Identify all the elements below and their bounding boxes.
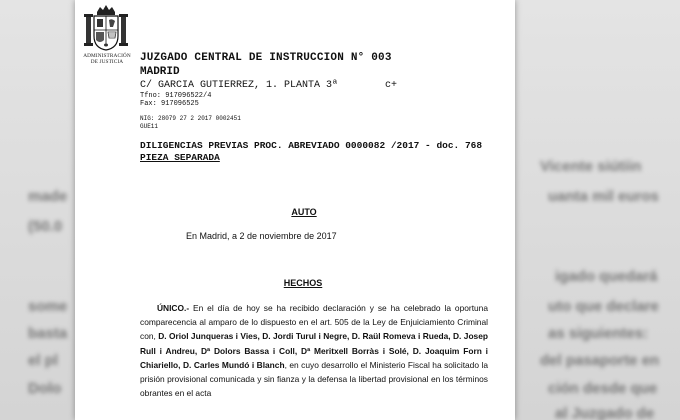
- court-name: JUZGADO CENTRAL DE INSTRUCCION N° 003: [140, 52, 392, 64]
- court-document-page: [75, 0, 515, 420]
- procedure-reference: DILIGENCIAS PREVIAS PROC. ABREVIADO 0000082 /2017 - doc. 768: [140, 140, 483, 151]
- background-text: del pasaporte en: [540, 352, 660, 369]
- document-title: AUTO: [291, 207, 317, 217]
- seal-caption: ADMINISTRACIÓN DE JUSTICIA: [83, 53, 131, 65]
- section-heading: HECHOS: [283, 278, 323, 288]
- paragraph-text-continued: , en cuyo desarrollo el Ministerio Fiscal ha solicitado la prisión provisional comunicada y sin fianza y la defensa la libertad provisional en los términos obrantes en el acta: [140, 359, 488, 399]
- background-text: as siguientes:: [548, 325, 649, 342]
- background-text: ción desde que: [548, 380, 658, 397]
- background-text: (50.0: [28, 218, 63, 235]
- background-text: Vicente siútiin: [540, 158, 642, 175]
- background-text: Dolo: [28, 380, 62, 397]
- background-text: made: [28, 188, 68, 205]
- court-city: MADRID: [140, 66, 180, 78]
- gub-code: GUE11: [140, 123, 159, 130]
- paragraph-lead: ÚNICO.-: [157, 303, 190, 313]
- background-text: el pl: [28, 352, 59, 369]
- phone-number: Tfno: 917096522/4: [140, 92, 212, 100]
- paragraph-text: En el día de hoy se ha recibido declaración y se ha celebrado la oportuna comparecencia al amparo de lo dispuesto en el art. 505 de la Ley de Enjuiciamiento Criminal con,: [140, 303, 488, 342]
- background-text: uanta mil euros: [548, 188, 659, 205]
- separate-piece-label: PIEZA SEPARADA: [140, 152, 220, 163]
- court-address: C/ GARCIA GUTIERREZ, 1. PLANTA 3ª: [140, 80, 339, 91]
- fax-number: Fax: 917096525: [140, 100, 199, 108]
- address-annotation: c+: [385, 80, 398, 91]
- background-text: igado quedará: [555, 268, 658, 285]
- nig-number: NIG: 28079 27 2 2017 0002451: [140, 115, 241, 122]
- document-date: En Madrid, a 2 de noviembre de 2017: [186, 231, 337, 241]
- defendant-names: D. Oriol Junqueras i Vies, D. Jordi Turul i Negre, D. Raül Romeva i Rueda, D. Josep Rull i Andreu, Dª Dolors Bassa i Coll, Dª Meritxell Borràs i Solé, D. Joaquim Forn i Chiariello, D. Carles Mundó i Blanch: [140, 331, 488, 370]
- background-text: uto que declare: [548, 298, 659, 315]
- background-text: basta: [28, 325, 68, 342]
- facts-paragraph: [140, 301, 488, 400]
- spanish-coat-of-arms-icon: [83, 4, 129, 52]
- background-text: some: [28, 298, 68, 315]
- background-text: al Juzgado de: [555, 405, 655, 420]
